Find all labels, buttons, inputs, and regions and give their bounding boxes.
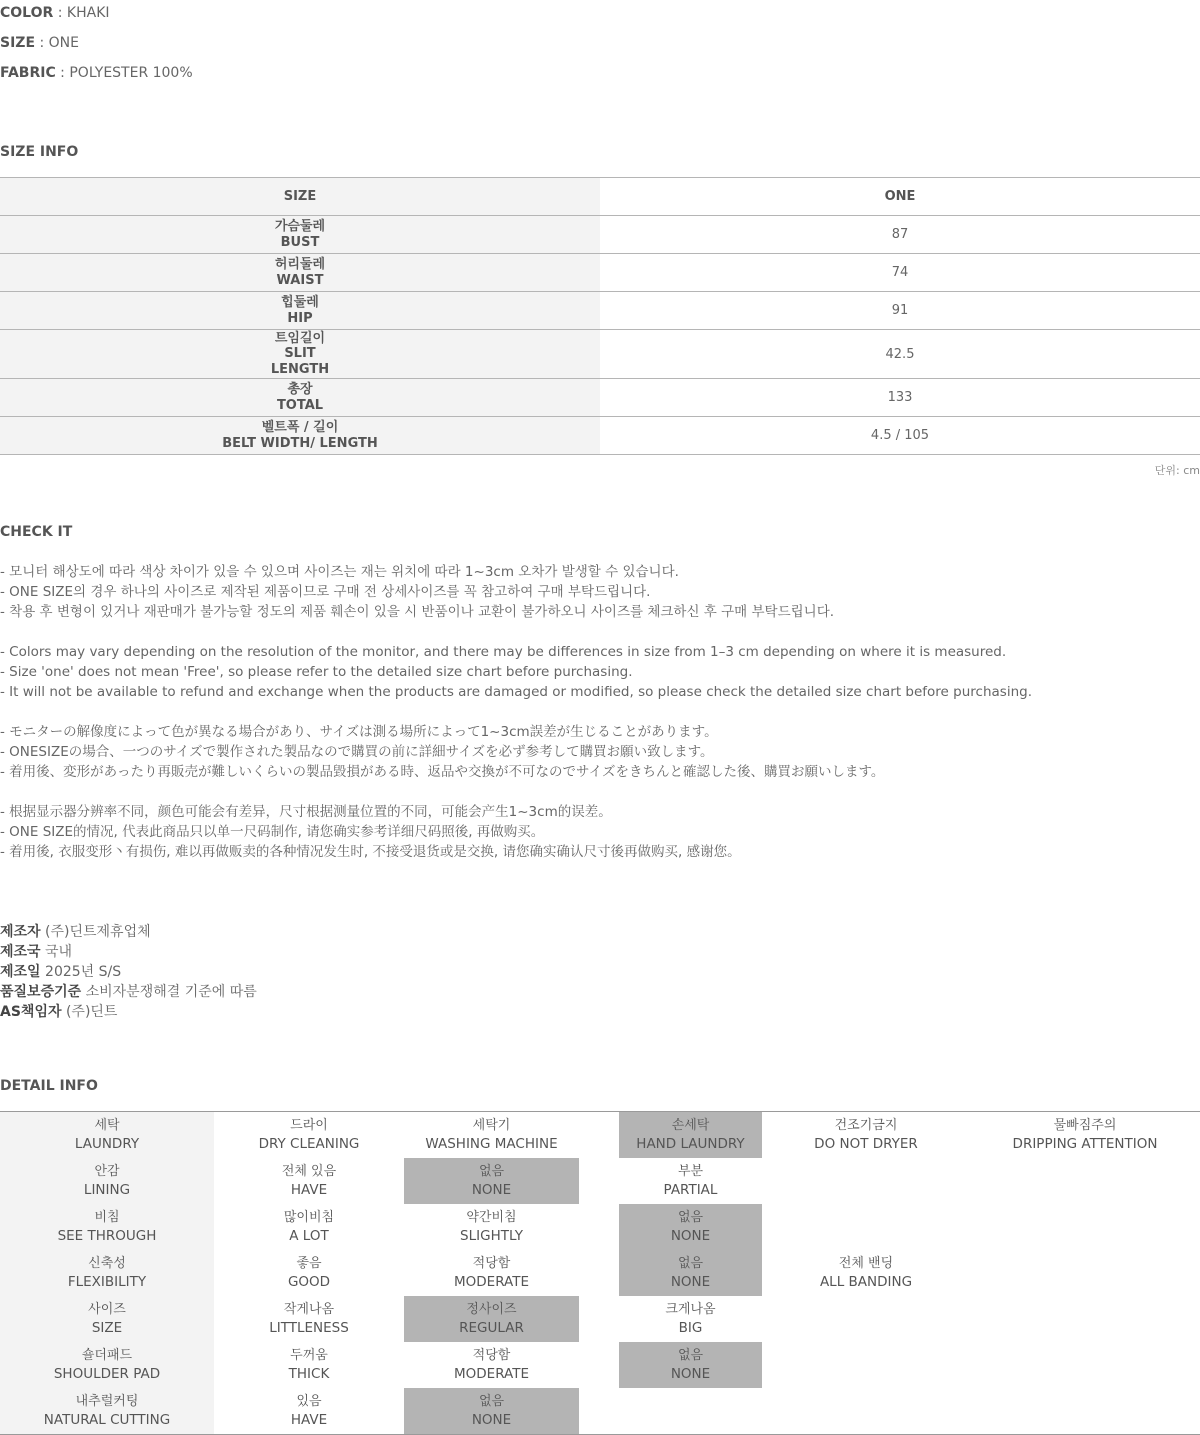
detail-spacer [579,1296,619,1342]
label-ko: 가슴둘레 [274,219,326,234]
label-en: BELT WIDTH/ LENGTH [222,435,378,451]
size-row-label [0,292,600,329]
detail-category [0,1388,214,1434]
detail-option [970,1250,1200,1296]
size-row-label [0,216,600,253]
detail-label-ko: 작게나옴 [283,1302,335,1317]
maker-line [0,982,257,1002]
detail-option [762,1158,970,1204]
detail-category [0,1342,214,1388]
detail-option [762,1342,970,1388]
detail-label-ko: 건조기금지 [834,1118,898,1133]
size-row-label [0,330,600,378]
size-row-value: 133 [887,390,913,405]
detail-option-selected [404,1158,579,1204]
size-row [0,379,1200,417]
label-en-2: LENGTH [270,361,330,377]
label-en: TOTAL [276,397,324,413]
detail-option [970,1388,1200,1434]
detail-label-en: ALL BANDING [819,1274,913,1290]
detail-label-ko: 숄더패드 [81,1348,133,1363]
spec-size [0,34,79,52]
detail-option [762,1250,970,1296]
detail-label-en: HAVE [290,1182,328,1198]
size-header-label: SIZE [0,178,600,215]
detail-label-en: NONE [670,1366,711,1382]
detail-label-ko: 적당함 [472,1348,511,1363]
size-row [0,417,1200,455]
detail-option [214,1112,404,1158]
detail-label-ko: 물빠짐주의 [1053,1118,1117,1133]
check-line: - ONE SIZE의 경우 하나의 사이즈로 제작된 제품이므로 구매 전 상세사이즈를 꼭 참고하여 구매 부탁드립니다. [0,584,651,600]
check-it-title: CHECK IT [0,524,73,540]
detail-info-title: DETAIL INFO [0,1078,98,1094]
detail-spacer [579,1204,619,1250]
detail-label-ko: 내추럴커팅 [75,1394,139,1409]
detail-label-ko: 많이비침 [283,1210,335,1225]
spec-fabric [0,64,193,82]
detail-label-en: NONE [670,1274,711,1290]
size-table-header [0,178,1200,216]
detail-option-selected [404,1296,579,1342]
detail-option [970,1112,1200,1158]
detail-label-en: FLEXIBILITY [67,1274,147,1290]
size-row-value: 87 [891,227,909,242]
detail-option-selected [619,1204,762,1250]
detail-option-selected [619,1112,762,1158]
detail-label-en: DRY CLEANING [258,1136,360,1152]
maker-line [0,1002,117,1022]
check-line: - Size 'one' does not mean 'Free', so please refer to the detailed size chart before purchasing. [0,664,633,680]
detail-option [970,1158,1200,1204]
detail-label-en: SIZE [91,1320,123,1336]
detail-label-en: A LOT [289,1228,329,1244]
detail-option [619,1388,762,1434]
detail-label-ko: 적당함 [472,1256,511,1271]
maker-line [0,962,121,982]
maker-line [0,942,72,962]
detail-option [404,1112,579,1158]
spec-value: POLYESTER 100% [69,65,193,81]
detail-category [0,1158,214,1204]
detail-row [0,1250,1200,1296]
detail-option [970,1296,1200,1342]
label-ko: 총장 [287,382,313,397]
detail-label-ko: 전체 밴딩 [838,1256,894,1271]
detail-label-en: SLIGHTLY [460,1228,523,1244]
detail-option [214,1250,404,1296]
size-info-title: SIZE INFO [0,144,79,160]
size-row-value: 42.5 [885,346,915,362]
detail-label-ko: 없음 [677,1348,704,1363]
detail-option [970,1342,1200,1388]
maker-value: 국내 [45,944,73,960]
detail-label-en: NATURAL CUTTING [43,1412,171,1428]
detail-label-en: LAUNDRY [74,1136,140,1152]
detail-option [762,1388,970,1434]
detail-label-en: DO NOT DRYER [814,1136,918,1152]
detail-spacer [579,1112,619,1158]
detail-option [619,1296,762,1342]
detail-label-ko: 세탁 [94,1118,120,1133]
size-row [0,292,1200,330]
size-row [0,216,1200,254]
detail-option [762,1296,970,1342]
label-ko: 벨트폭 / 길이 [261,420,339,435]
check-line: - It will not be available to refund and exchange when the products are damaged or modified, so please check the detailed size chart before purchasing. [0,684,1032,700]
check-line: - Colors may vary depending on the resolution of the monitor, and there may be differences in size from 1–3 cm depending on where it is measured. [0,644,1007,660]
detail-option [214,1388,404,1434]
detail-label-en: SEE THROUGH [57,1228,157,1244]
maker-value: (주)딘트제휴업체 [45,924,151,940]
spec-key: SIZE [0,35,36,51]
detail-label-ko: 두꺼움 [290,1348,328,1363]
detail-option [762,1204,970,1250]
detail-option [404,1342,579,1388]
maker-key: 제조일 [0,964,41,980]
size-row-value: 4.5 / 105 [870,428,930,443]
detail-category [0,1204,214,1250]
detail-label-en: NONE [471,1182,512,1198]
label-en: BUST [280,234,320,250]
detail-row [0,1158,1200,1204]
detail-label-ko: 사이즈 [88,1302,126,1317]
detail-category [0,1112,214,1158]
detail-label-ko: 신축성 [88,1256,126,1271]
check-line: - モニターの解像度によって色が異なる場合があり、サイズは測る場所によって1~3cm誤差が生じることがあります。 [0,724,718,740]
detail-label-ko: 좋음 [296,1256,322,1271]
label-en: WAIST [276,272,324,288]
detail-row [0,1112,1200,1158]
label-en: HIP [287,310,313,326]
detail-option-selected [619,1342,762,1388]
check-line: - ONE SIZE的情况, 代表此商品只以单一尺码制作, 请您确实参考详细尺码照後, 再做购买。 [0,824,545,840]
maker-line [0,922,151,942]
size-row [0,254,1200,292]
spec-color [0,4,110,22]
label-ko: 트임길이 [274,330,326,346]
detail-label-en: REGULAR [459,1320,524,1336]
detail-label-ko: 있음 [296,1394,322,1409]
detail-label-en: HAVE [290,1412,328,1428]
detail-spacer [579,1342,619,1388]
detail-option [404,1204,579,1250]
detail-row [0,1296,1200,1342]
detail-option [214,1296,404,1342]
label-en: SLIT [284,346,316,362]
detail-label-en: NONE [471,1412,512,1428]
detail-option [404,1250,579,1296]
detail-label-ko: 손세탁 [671,1118,710,1133]
detail-category [0,1296,214,1342]
detail-label-ko: 크게나옴 [665,1302,716,1317]
detail-spacer [579,1388,619,1434]
detail-option-selected [404,1388,579,1434]
detail-row [0,1388,1200,1434]
check-line: - 着用後、変形があったり再販売が難しいくらいの製品毀損がある時、返品や交換が不可なのでサイズをきちんと確認した後、購買お願いします。 [0,764,885,780]
detail-label-ko: 드라이 [290,1118,328,1133]
detail-label-en: DRIPPING ATTENTION [1012,1136,1158,1152]
size-row-value: 74 [891,265,909,280]
detail-label-ko: 세탁기 [472,1118,511,1133]
size-table [0,177,1200,455]
maker-key: 품질보증기준 [0,984,82,1000]
detail-option [214,1204,404,1250]
check-line: - 着用後, 衣服变形丶有损伤, 难以再做贩卖的各种情况发生时, 不接受退货或是交换, 请您确实确认尺寸後再做购买, 感谢您。 [0,844,741,860]
spec-sep: : [35,35,49,51]
detail-label-ko: 없음 [478,1394,505,1409]
spec-key: COLOR [0,5,54,21]
spec-value: KHAKI [66,5,110,21]
detail-label-ko: 부분 [677,1164,704,1179]
maker-value: 2025년 S/S [45,964,122,980]
maker-key: 제조자 [0,924,41,940]
unit-note: 단위: cm [1154,464,1200,477]
detail-label-en: LINING [83,1182,131,1198]
spec-sep: : [53,5,67,21]
size-row-value: 91 [891,303,909,318]
detail-option [970,1204,1200,1250]
check-line: - 착용 후 변형이 있거나 재판매가 불가능할 정도의 제품 훼손이 있을 시 반품이나 교환이 불가하오니 사이즈를 체크하신 후 구매 부탁드립니다. [0,604,835,620]
maker-value: (주)딘트 [65,1004,118,1020]
maker-value: 소비자분쟁해결 기준에 따름 [85,984,257,1000]
detail-option [214,1158,404,1204]
detail-label-ko: 없음 [677,1256,704,1271]
detail-label-ko: 정사이즈 [466,1302,517,1317]
size-row-label [0,417,600,454]
label-ko: 힙둘레 [281,295,319,310]
detail-label-en: MODERATE [454,1274,529,1290]
size-header-value: ONE [884,189,916,204]
maker-key: AS책임자 [0,1004,62,1020]
detail-label-en: PARTIAL [663,1182,718,1198]
detail-label-ko: 안감 [94,1164,120,1179]
detail-label-en: BIG [678,1320,703,1336]
detail-label-en: WASHING MACHINE [425,1136,558,1152]
detail-label-en: THICK [288,1366,330,1382]
detail-option [762,1112,970,1158]
detail-label-en: GOOD [287,1274,331,1290]
detail-option [619,1158,762,1204]
size-row-label [0,379,600,416]
check-line: - ONESIZEの場合、一つのサイズで製作された製品なので購買の前に詳細サイズを必ず参考して購買お願い致します。 [0,744,714,760]
detail-option [214,1342,404,1388]
detail-label-en: MODERATE [454,1366,529,1382]
detail-row [0,1204,1200,1250]
detail-spacer [579,1250,619,1296]
detail-option-selected [619,1250,762,1296]
size-row [0,330,1200,379]
detail-category [0,1250,214,1296]
detail-label-en: SHOULDER PAD [53,1366,161,1382]
detail-label-en: LITTLENESS [269,1320,349,1336]
detail-label-ko: 없음 [478,1164,505,1179]
detail-table [0,1111,1200,1435]
spec-value: ONE [48,35,79,51]
maker-key: 제조국 [0,944,41,960]
spec-sep: : [55,65,70,81]
detail-label-ko: 전체 있음 [281,1164,337,1179]
check-line: - 모니터 해상도에 따라 색상 차이가 있을 수 있으며 사이즈는 재는 위치에 따라 1~3cm 오차가 발생할 수 있습니다. [0,564,679,580]
spec-key: FABRIC [0,65,56,81]
size-row-label [0,254,600,291]
detail-label-ko: 비침 [94,1210,120,1225]
detail-row [0,1342,1200,1388]
detail-label-ko: 없음 [677,1210,704,1225]
check-line: - 根据显示器分辨率不同，颜色可能会有差异，尺寸根据测量位置的不同，可能会产生1~3cm的误差。 [0,804,612,820]
label-ko: 허리둘레 [274,257,326,272]
detail-label-en: HAND LAUNDRY [636,1136,745,1152]
detail-label-en: NONE [670,1228,711,1244]
detail-label-ko: 약간비침 [466,1210,517,1225]
detail-spacer [579,1158,619,1204]
